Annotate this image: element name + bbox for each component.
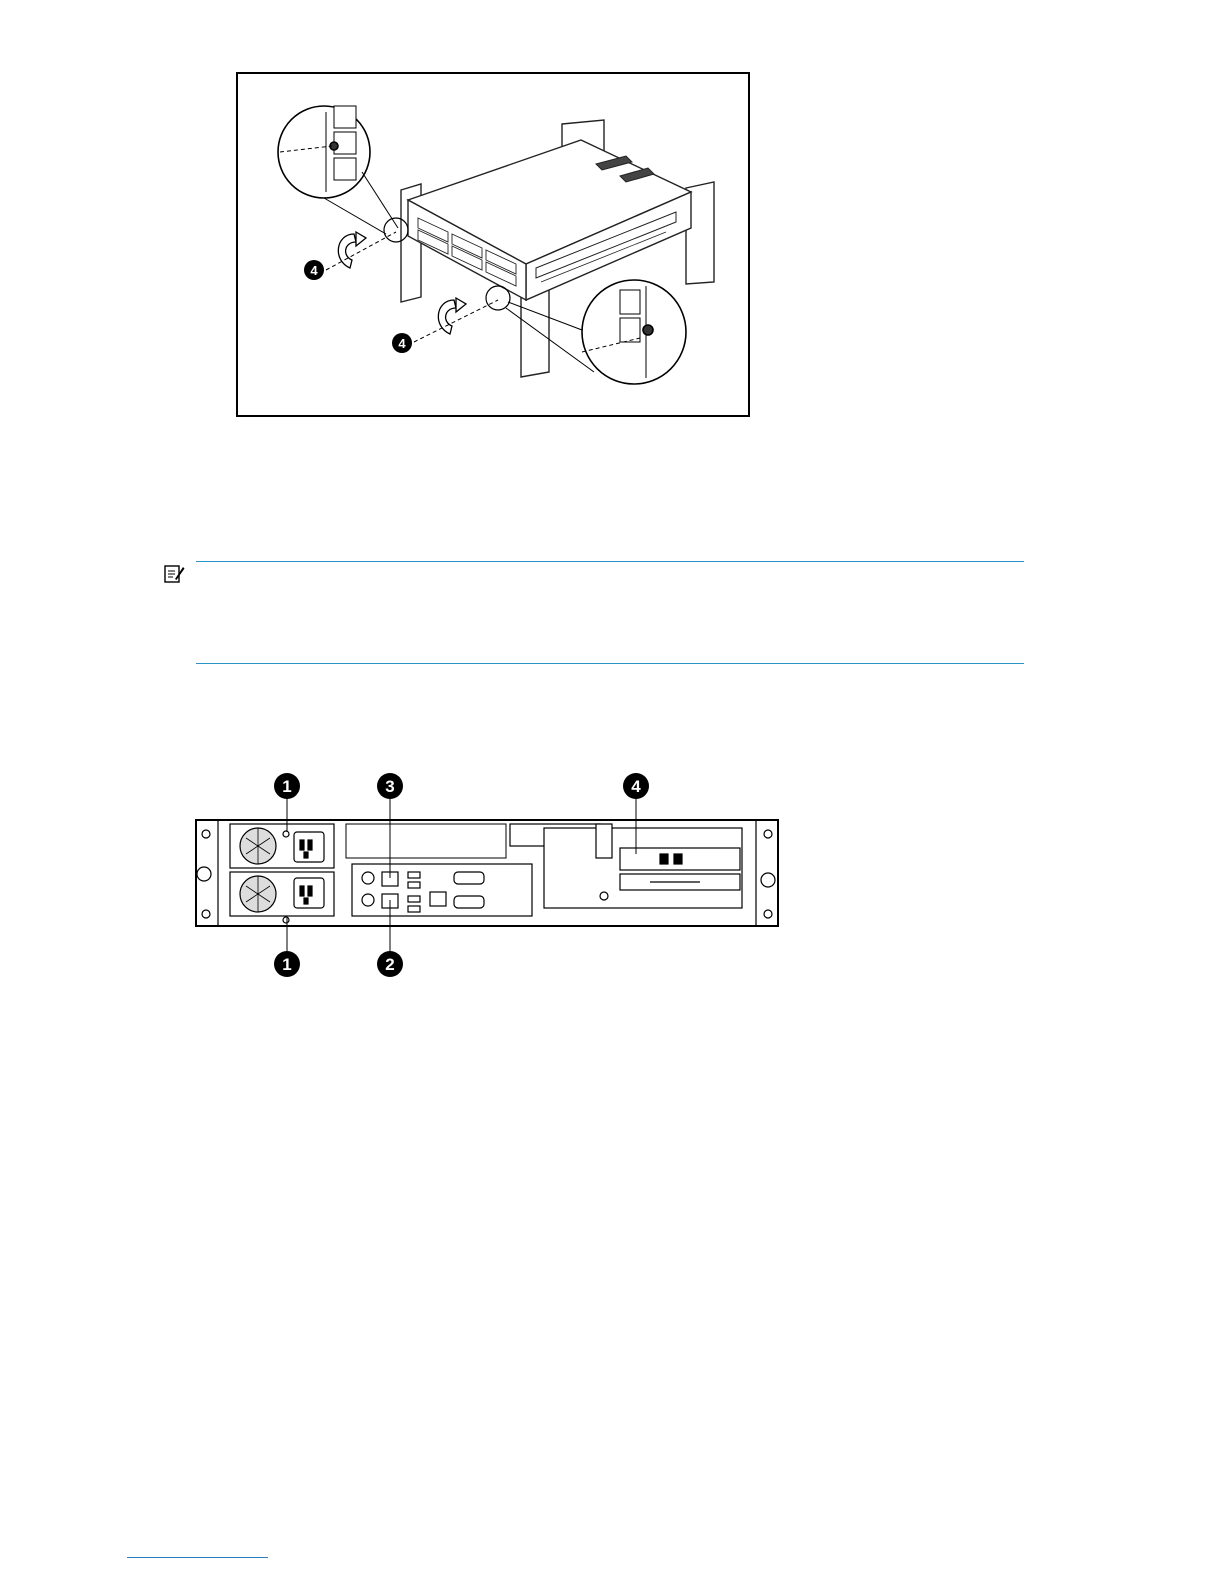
callout-3 bbox=[377, 773, 403, 799]
callout-4-lower bbox=[392, 333, 412, 353]
svg-text:4: 4 bbox=[310, 263, 318, 278]
svg-text:1: 1 bbox=[282, 777, 292, 796]
callout-1-bottom bbox=[274, 951, 300, 977]
rear-panel-figure bbox=[190, 768, 785, 980]
svg-text:1: 1 bbox=[282, 955, 292, 974]
rack-install-figure bbox=[236, 72, 750, 417]
svg-text:3: 3 bbox=[385, 777, 395, 796]
note-icon bbox=[163, 563, 185, 585]
svg-text:4: 4 bbox=[398, 336, 406, 351]
svg-text:4: 4 bbox=[631, 777, 641, 796]
vent-grid-top bbox=[346, 824, 506, 858]
callout-1-top bbox=[274, 773, 300, 799]
callout-4-upper bbox=[304, 260, 324, 280]
note-rule-bottom bbox=[196, 663, 1024, 664]
power-supply-1 bbox=[230, 824, 334, 868]
io-panel bbox=[352, 864, 532, 916]
expansion-slots bbox=[510, 824, 742, 908]
svg-text:2: 2 bbox=[385, 955, 395, 974]
note-rule-top bbox=[196, 561, 1024, 562]
callout-2 bbox=[377, 951, 403, 977]
power-supply-2 bbox=[230, 872, 334, 923]
callout-4 bbox=[623, 773, 649, 799]
footer-link-underline[interactable] bbox=[127, 1557, 268, 1558]
